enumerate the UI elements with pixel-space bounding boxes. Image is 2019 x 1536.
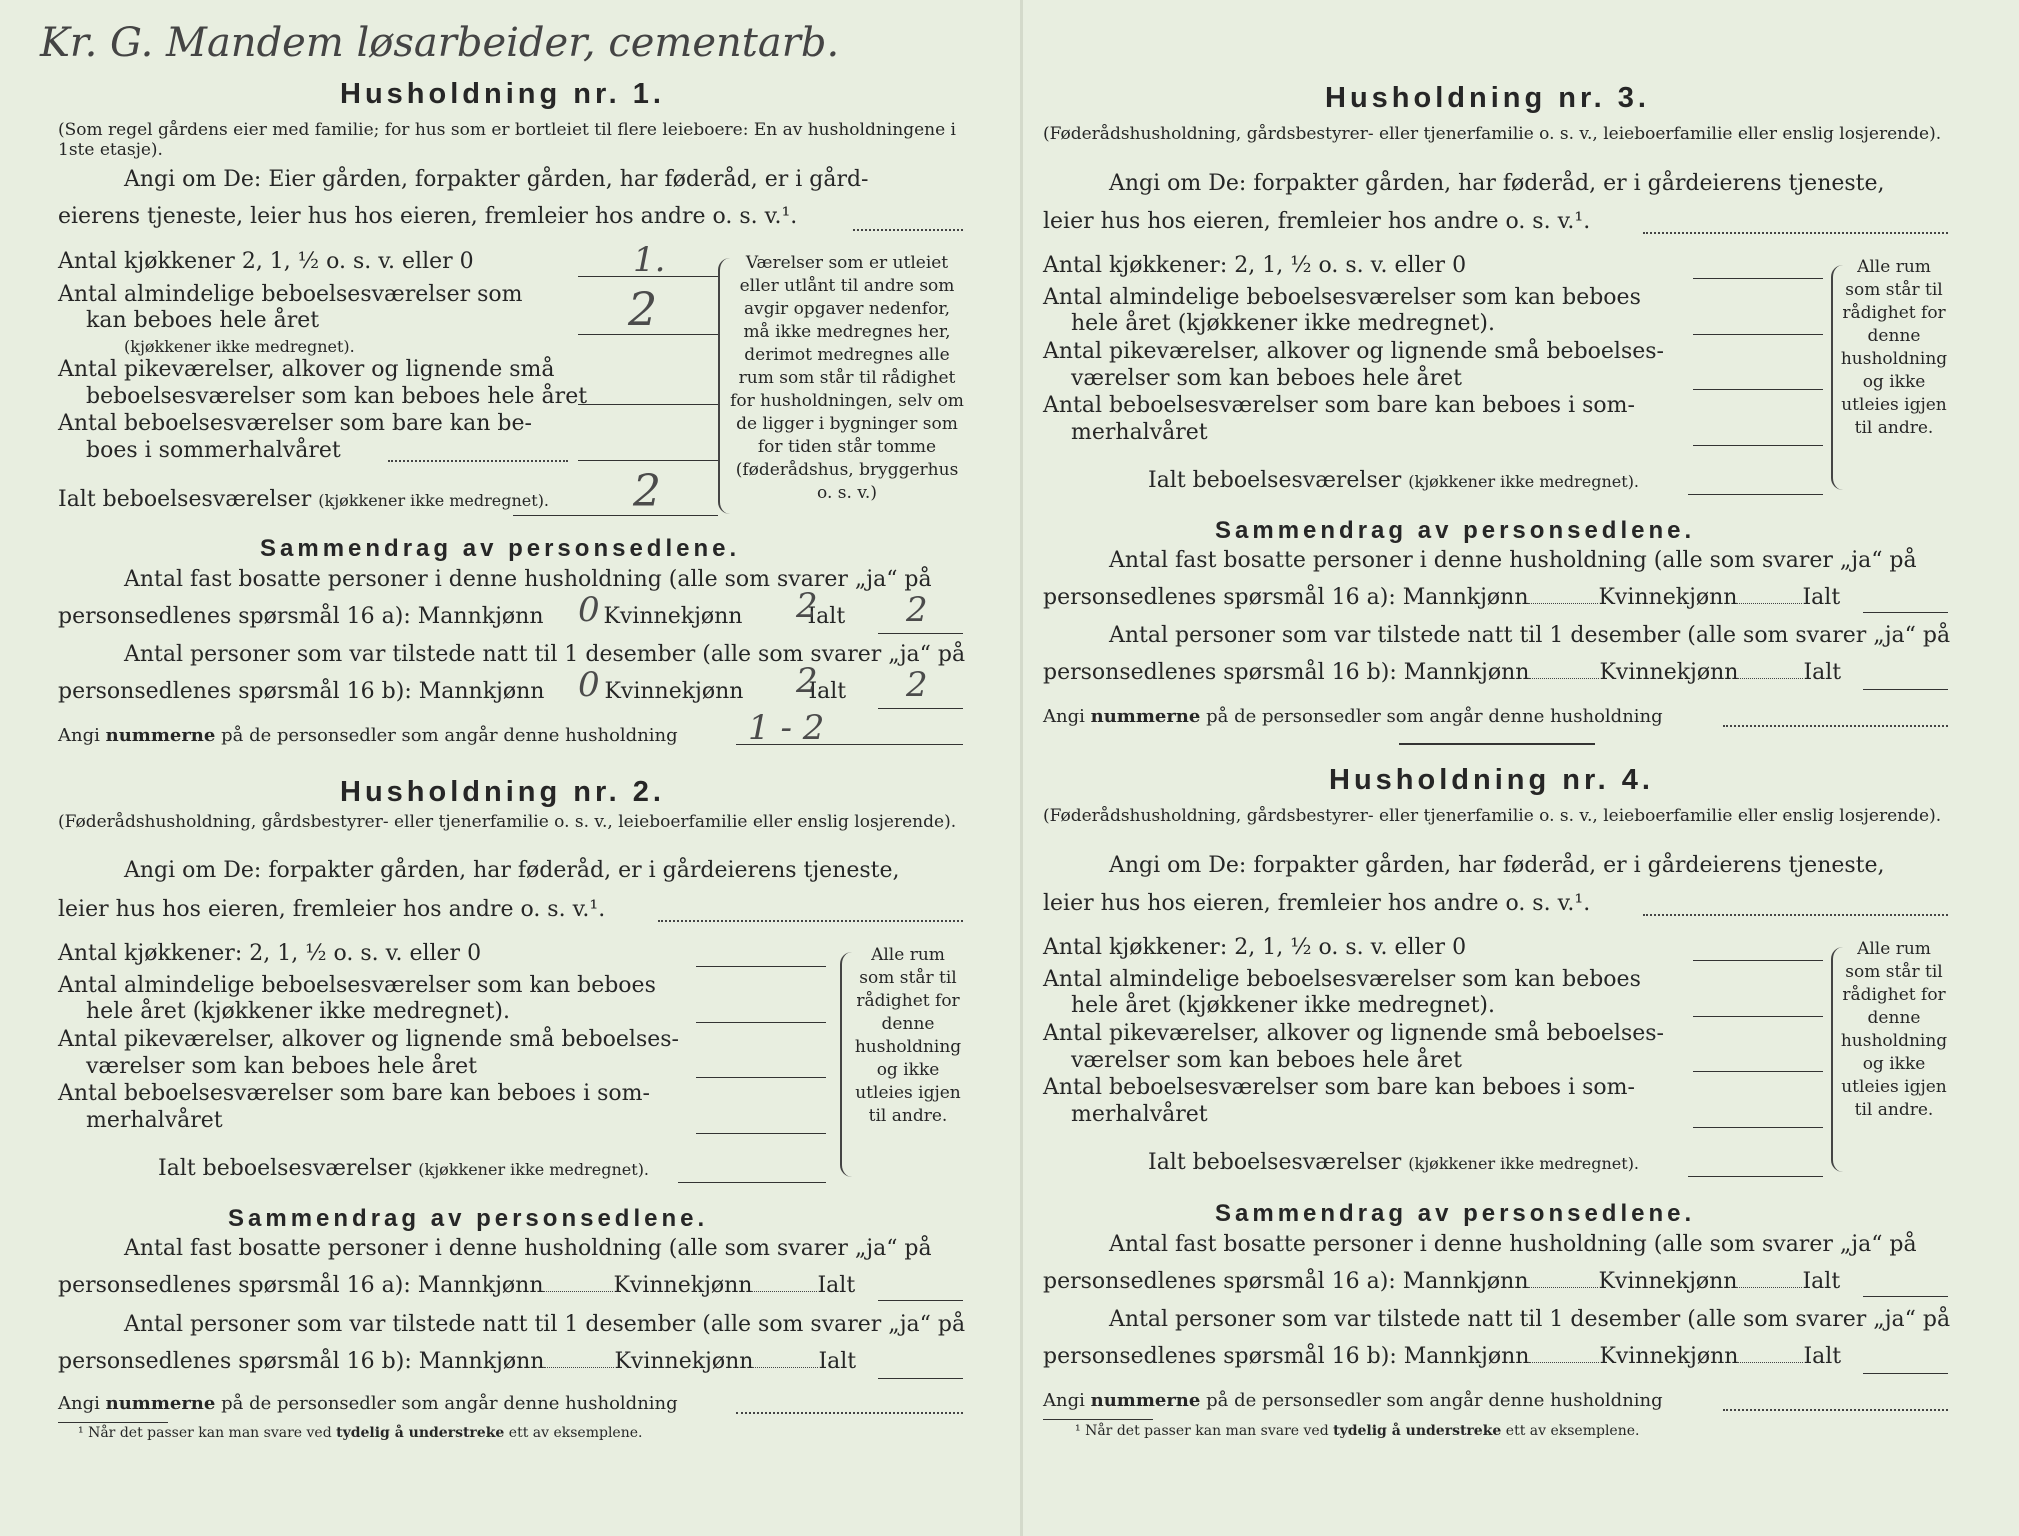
household-2-angi-line (658, 920, 963, 922)
household-3-somm-line (1693, 445, 1823, 446)
household-3-nummer (1043, 703, 1663, 731)
household-2-fast-ialt-line (878, 1300, 963, 1301)
household-1-nummer-value: 1 - 2 (748, 708, 825, 748)
household-3-fast-k-blank (1737, 603, 1802, 604)
household-4-til-kvinne-label: Kvinnekjønn (1599, 1344, 1739, 1369)
left-footnote-post: ett av eksemplene. (508, 1425, 643, 1441)
household-3-note: (Føderådshusholdning, gårdsbestyrer- eller tjenerfamilie o. s. v., leieboerfamilie eller enslig losjerende). (1043, 124, 1942, 144)
household-1-title: Husholdning nr. 1. (340, 78, 665, 110)
household-4-til-ialt-label: Ialt (1803, 1344, 1842, 1369)
household-4-angi-line (1643, 914, 1948, 916)
household-2-fast-1: Antal fast bosatte personer i denne husholdning (alle som svarer „ja“ på (124, 1236, 932, 1261)
household-1-somm-dots (388, 460, 568, 462)
household-1-til-i-value: 2 (906, 665, 928, 705)
household-2-somm-1: Antal beboelsesværelser som bare kan beboes i som- (58, 1081, 650, 1106)
household-4-til-2 (1043, 1343, 1841, 1371)
household-3-somm-1: Antal beboelsesværelser som bare kan beboes i som- (1043, 393, 1635, 418)
household-2-nummer (58, 1390, 678, 1418)
household-3-pike-line (1693, 389, 1823, 390)
left-footnote-rule (58, 1422, 168, 1423)
household-2-nummer-post: på de personsedler som angår denne husholdning (221, 1393, 678, 1414)
household-3-til-1: Antal personer som var tilstede natt til 1 desember (alle som svarer „ja“ på (1109, 623, 1951, 648)
household-1-fast-kvinne-label: Kvinnekjønn (603, 604, 743, 629)
household-2-fast-k-blank (752, 1291, 817, 1292)
household-3-nummer-pre: Angi (1043, 706, 1085, 727)
household-2-fast-m-blank (543, 1291, 613, 1292)
household-4-fast-ialt-line (1863, 1296, 1948, 1297)
household-2-ialt (158, 1155, 649, 1184)
household-4-title: Husholdning nr. 4. (1329, 764, 1654, 796)
household-4-kjokkener-line (1693, 960, 1823, 961)
household-1-side-note: Værelser som er utleiet eller utlånt til andre som avgir opgaver nedenfor, må ikke medregnes her, derimot medregnes alle rum som står til rådighet for husholdningen, selv om de ligger i bygninger som for tiden står tomme (føderådshus, bryggerhus o. s. v.) (730, 253, 964, 503)
household-3-ialt-label: Ialt beboelsesværelser (1148, 468, 1402, 493)
household-2-til-ialt-label: Ialt (818, 1349, 857, 1374)
household-2-ialt-line (678, 1182, 826, 1183)
household-4-angi-2: leier hus hos eieren, fremleier hos andre o. s. v.¹. (1043, 891, 1591, 916)
household-3-pike-2: værelser som kan beboes hele året (1071, 366, 1462, 391)
household-4-nummer-post: på de personsedler som angår denne husholdning (1206, 1390, 1663, 1411)
household-1-fast-k-value: 2 (796, 586, 818, 626)
household-4-alm-line (1693, 1016, 1823, 1017)
household-2-note: (Føderådshusholdning, gårdsbestyrer- eller tjenerfamilie o. s. v., leieboerfamilie eller enslig losjerende). (58, 812, 957, 832)
household-1-nummer-bold: nummerne (105, 725, 216, 746)
household-1-til-kvinne-label: Kvinnekjønn (604, 679, 744, 704)
household-2-angi-2: leier hus hos eieren, fremleier hos andre o. s. v.¹. (58, 897, 606, 922)
household-2-pike-2: værelser som kan beboes hele året (86, 1054, 477, 1079)
section-divider (1399, 743, 1595, 745)
household-4-fast-2 (1043, 1268, 1840, 1296)
household-2-fast-ialt-label: Ialt (817, 1273, 856, 1298)
household-2-kjokkener-line (696, 966, 826, 967)
household-1-fast-2-label: personsedlenes spørsmål 16 a): Mannkjønn (58, 604, 544, 629)
household-3-fast-ialt-label: Ialt (1802, 585, 1841, 610)
household-3-til-2 (1043, 659, 1841, 687)
household-1-til-m-value: 0 (578, 665, 600, 705)
household-1-pike-line (578, 404, 718, 405)
household-3-ialt-note: (kjøkkener ikke medregnet). (1408, 472, 1640, 491)
household-4-somm-1: Antal beboelsesværelser som bare kan beboes i som- (1043, 1075, 1635, 1100)
household-4-ialt-note: (kjøkkener ikke medregnet). (1408, 1154, 1640, 1173)
household-2-til-1: Antal personer som var tilstede natt til 1 desember (alle som svarer „ja“ på (124, 1312, 966, 1337)
right-footnote-bold: tydelig å understreke (1333, 1423, 1502, 1439)
household-4-angi-1: Angi om De: forpakter gården, har føderåd, er i gårdeierens tjeneste, (1109, 853, 1885, 878)
household-2-nummer-pre: Angi (58, 1393, 100, 1414)
household-4-somm-line (1693, 1127, 1823, 1128)
household-3-kjokkener-line (1693, 278, 1823, 279)
household-2-alm-line (696, 1022, 826, 1023)
household-2-til-2 (58, 1348, 856, 1376)
household-4-til-m-blank (1529, 1362, 1599, 1363)
household-1-fast-ialt-label: Ialt (807, 604, 846, 629)
right-footnote-pre: Når det passer kan man svare ved (1085, 1423, 1329, 1439)
household-1-til-2-label: personsedlenes spørsmål 16 b): Mannkjønn (58, 679, 545, 704)
household-3-nummer-line (1723, 725, 1948, 727)
household-4-fast-m-blank (1528, 1287, 1598, 1288)
household-4-alm-2: hele året (kjøkkener ikke medregnet). (1071, 993, 1495, 1018)
household-2-somm-2: merhalvåret (86, 1108, 223, 1133)
household-1-angi-2: eierens tjeneste, leier hus hos eieren, fremleier hos andre o. s. v.¹. (58, 204, 798, 229)
household-1-ialt-label: Ialt beboelsesværelser (58, 487, 312, 512)
right-footnote-mark: ¹ (1075, 1423, 1081, 1439)
household-1-nummer (58, 722, 678, 750)
household-4-kjokkener: Antal kjøkkener: 2, 1, ½ o. s. v. eller 0 (1043, 935, 1467, 960)
household-2-brace (840, 952, 852, 1177)
household-4-nummer-pre: Angi (1043, 1390, 1085, 1411)
household-3-fast-2 (1043, 584, 1840, 612)
household-2-til-k-blank (753, 1367, 818, 1368)
household-2-alm-2: hele året (kjøkkener ikke medregnet). (86, 999, 510, 1024)
household-1-summary-title: Sammendrag av personsedlene. (260, 535, 741, 562)
household-3-angi-1: Angi om De: forpakter gården, har føderåd, er i gårdeierens tjeneste, (1109, 171, 1885, 196)
household-1-alm-value: 2 (628, 282, 658, 336)
right-footnote (1075, 1423, 1639, 1439)
household-3-summary-title: Sammendrag av personsedlene. (1215, 517, 1696, 544)
household-1-somm-1: Antal beboelsesværelser som bare kan be- (58, 411, 532, 436)
household-3-title: Husholdning nr. 3. (1325, 82, 1650, 114)
left-footnote-pre: Når det passer kan man svare ved (88, 1425, 332, 1441)
household-3-alm-line (1693, 334, 1823, 335)
household-4-pike-line (1693, 1071, 1823, 1072)
household-1-somm-2: boes i sommerhalvåret (86, 438, 341, 463)
household-1-pike-2: beboelsesværelser som kan beboes hele året (86, 384, 588, 409)
household-1-alm-1: Antal almindelige beboelsesværelser som (58, 282, 523, 307)
household-4-nummer-line (1723, 1409, 1948, 1411)
household-4-note: (Føderådshusholdning, gårdsbestyrer- eller tjenerfamilie o. s. v., leieboerfamilie eller enslig losjerende). (1043, 806, 1942, 826)
household-4-til-k-blank (1738, 1362, 1803, 1363)
household-1-alm-3: (kjøkkener ikke medregnet). (124, 337, 355, 356)
household-2-summary-title: Sammendrag av personsedlene. (228, 1205, 709, 1232)
household-2-fast-2-label: personsedlenes spørsmål 16 a): Mannkjønn (58, 1273, 544, 1298)
household-2-til-kvinne-label: Kvinnekjønn (614, 1349, 754, 1374)
household-2-ialt-note: (kjøkkener ikke medregnet). (418, 1160, 650, 1179)
household-2-til-2-label: personsedlenes spørsmål 16 b): Mannkjønn (58, 1349, 545, 1374)
left-footnote (78, 1425, 642, 1441)
household-1-angi-line (853, 229, 963, 231)
household-1-angi-1: Angi om De: Eier gården, forpakter gården, har føderåd, er i gård- (124, 167, 869, 192)
household-1-brace (718, 258, 730, 514)
household-3-fast-m-blank (1528, 603, 1598, 604)
household-1-somm-line (578, 460, 718, 461)
household-2-angi-1: Angi om De: forpakter gården, har føderåd, er i gårdeierens tjeneste, (124, 858, 900, 883)
household-3-kjokkener: Antal kjøkkener: 2, 1, ½ o. s. v. eller 0 (1043, 253, 1467, 278)
household-2-alm-1: Antal almindelige beboelsesværelser som kan beboes (58, 973, 656, 998)
household-1-ialt-note: (kjøkkener ikke medregnet). (318, 491, 550, 510)
household-3-nummer-post: på de personsedler som angår denne husholdning (1206, 706, 1663, 727)
household-3-nummer-bold: nummerne (1090, 706, 1201, 727)
household-1-kjokkener: Antal kjøkkener 2, 1, ½ o. s. v. eller 0 (58, 249, 474, 274)
household-3-til-ialt-line (1863, 689, 1948, 690)
household-2-fast-kvinne-label: Kvinnekjønn (613, 1273, 753, 1298)
household-2-til-ialt-line (878, 1378, 963, 1379)
household-3-ialt (1148, 467, 1639, 496)
household-1-fast-i-value: 2 (906, 590, 928, 630)
household-4-nummer-bold: nummerne (1090, 1390, 1201, 1411)
household-3-fast-ialt-line (1863, 612, 1948, 613)
household-2-til-m-blank (544, 1367, 614, 1368)
right-footnote-post: ett av eksemplene. (1505, 1423, 1640, 1439)
household-2-kjokkener: Antal kjøkkener: 2, 1, ½ o. s. v. eller 0 (58, 941, 482, 966)
household-1-ialt (58, 486, 549, 515)
household-4-fast-1: Antal fast bosatte personer i denne husholdning (alle som svarer „ja“ på (1109, 1232, 1917, 1257)
household-1-fast-ialt-line (878, 633, 963, 634)
household-4-ialt (1148, 1149, 1639, 1178)
household-1-nummer-pre: Angi (58, 725, 100, 746)
household-3-til-k-blank (1738, 678, 1803, 679)
household-2-pike-1: Antal pikeværelser, alkover og lignende små beboelses- (58, 1027, 679, 1052)
household-1-pike-1: Antal pikeværelser, alkover og lignende små (58, 357, 555, 382)
page-fold (1020, 0, 1023, 1536)
household-4-til-ialt-line (1863, 1373, 1948, 1374)
household-1-nummer-post: på de personsedler som angår denne husholdning (221, 725, 678, 746)
household-4-alm-1: Antal almindelige beboelsesværelser som kan beboes (1043, 967, 1641, 992)
household-4-side-note: Alle rum som står til rådighet for denne husholdning og ikke utleies igjen til andre. (1840, 939, 1948, 1120)
household-4-til-1: Antal personer som var tilstede natt til 1 desember (alle som svarer „ja“ på (1109, 1307, 1951, 1332)
household-1-fast-2 (58, 603, 845, 631)
household-3-til-kvinne-label: Kvinnekjønn (1599, 660, 1739, 685)
household-1-ialt-line (513, 515, 718, 516)
household-4-pike-2: værelser som kan beboes hele året (1071, 1048, 1462, 1073)
household-1-fast-1: Antal fast bosatte personer i denne husholdning (alle som svarer „ja“ på (124, 567, 932, 592)
household-4-pike-1: Antal pikeværelser, alkover og lignende små beboelses- (1043, 1021, 1664, 1046)
household-2-nummer-line (736, 1412, 963, 1414)
household-1-til-ialt-label: Ialt (808, 679, 847, 704)
household-3-til-m-blank (1529, 678, 1599, 679)
household-3-somm-2: merhalvåret (1071, 420, 1208, 445)
household-1-til-ialt-line (878, 708, 963, 709)
household-4-fast-ialt-label: Ialt (1802, 1269, 1841, 1294)
household-4-ialt-label: Ialt beboelsesværelser (1148, 1150, 1402, 1175)
household-3-ialt-line (1688, 494, 1823, 495)
household-3-fast-2-label: personsedlenes spørsmål 16 a): Mannkjønn (1043, 585, 1529, 610)
left-footnote-mark: ¹ (78, 1425, 84, 1441)
household-2-fast-2 (58, 1272, 855, 1300)
household-3-til-ialt-label: Ialt (1803, 660, 1842, 685)
household-4-fast-kvinne-label: Kvinnekjønn (1598, 1269, 1738, 1294)
household-4-ialt-line (1688, 1176, 1823, 1177)
household-3-til-2-label: personsedlenes spørsmål 16 b): Mannkjønn (1043, 660, 1530, 685)
household-2-side-note: Alle rum som står til rådighet for denne husholdning og ikke utleies igjen til andre. (854, 945, 962, 1126)
household-4-fast-2-label: personsedlenes spørsmål 16 a): Mannkjønn (1043, 1269, 1529, 1294)
household-2-nummer-bold: nummerne (105, 1393, 216, 1414)
household-1-note: (Som regel gårdens eier med familie; for hus som er bortleiet til flere leieboere: En av husholdningene i 1ste etasje). (58, 120, 956, 160)
household-3-fast-1: Antal fast bosatte personer i denne husholdning (alle som svarer „ja“ på (1109, 548, 1917, 573)
household-4-fast-k-blank (1737, 1287, 1802, 1288)
handwritten-header: Kr. G. Mandem løsarbeider, cementarb. (40, 20, 840, 66)
household-3-angi-2: leier hus hos eieren, fremleier hos andre o. s. v.¹. (1043, 209, 1591, 234)
household-3-fast-kvinne-label: Kvinnekjønn (1598, 585, 1738, 610)
household-1-til-2 (58, 678, 846, 706)
household-2-ialt-label: Ialt beboelsesværelser (158, 1156, 412, 1181)
left-footnote-bold: tydelig å understreke (336, 1425, 505, 1441)
household-2-pike-line (696, 1077, 826, 1078)
household-1-ialt-value: 2 (633, 466, 661, 517)
household-2-title: Husholdning nr. 2. (340, 776, 665, 808)
household-3-pike-1: Antal pikeværelser, alkover og lignende små beboelses- (1043, 339, 1664, 364)
household-4-til-2-label: personsedlenes spørsmål 16 b): Mannkjønn (1043, 1344, 1530, 1369)
household-1-fast-m-value: 0 (578, 590, 600, 630)
household-2-somm-line (696, 1133, 826, 1134)
right-footnote-rule (1043, 1419, 1153, 1420)
household-1-til-1: Antal personer som var tilstede natt til 1 desember (alle som svarer „ja“ på (124, 642, 966, 667)
household-4-summary-title: Sammendrag av personsedlene. (1215, 1200, 1696, 1227)
household-4-somm-2: merhalvåret (1071, 1102, 1208, 1127)
household-3-angi-line (1643, 232, 1948, 234)
household-4-nummer (1043, 1387, 1663, 1415)
household-1-kjokkener-value: 1. (633, 240, 666, 280)
household-1-alm-2: kan beboes hele året (86, 308, 320, 333)
household-3-side-note: Alle rum som står til rådighet for denne husholdning og ikke utleies igjen til andre. (1840, 257, 1948, 438)
household-3-alm-2: hele året (kjøkkener ikke medregnet). (1071, 311, 1495, 336)
household-3-alm-1: Antal almindelige beboelsesværelser som kan beboes (1043, 285, 1641, 310)
household-1-til-k-value: 2 (796, 661, 818, 701)
